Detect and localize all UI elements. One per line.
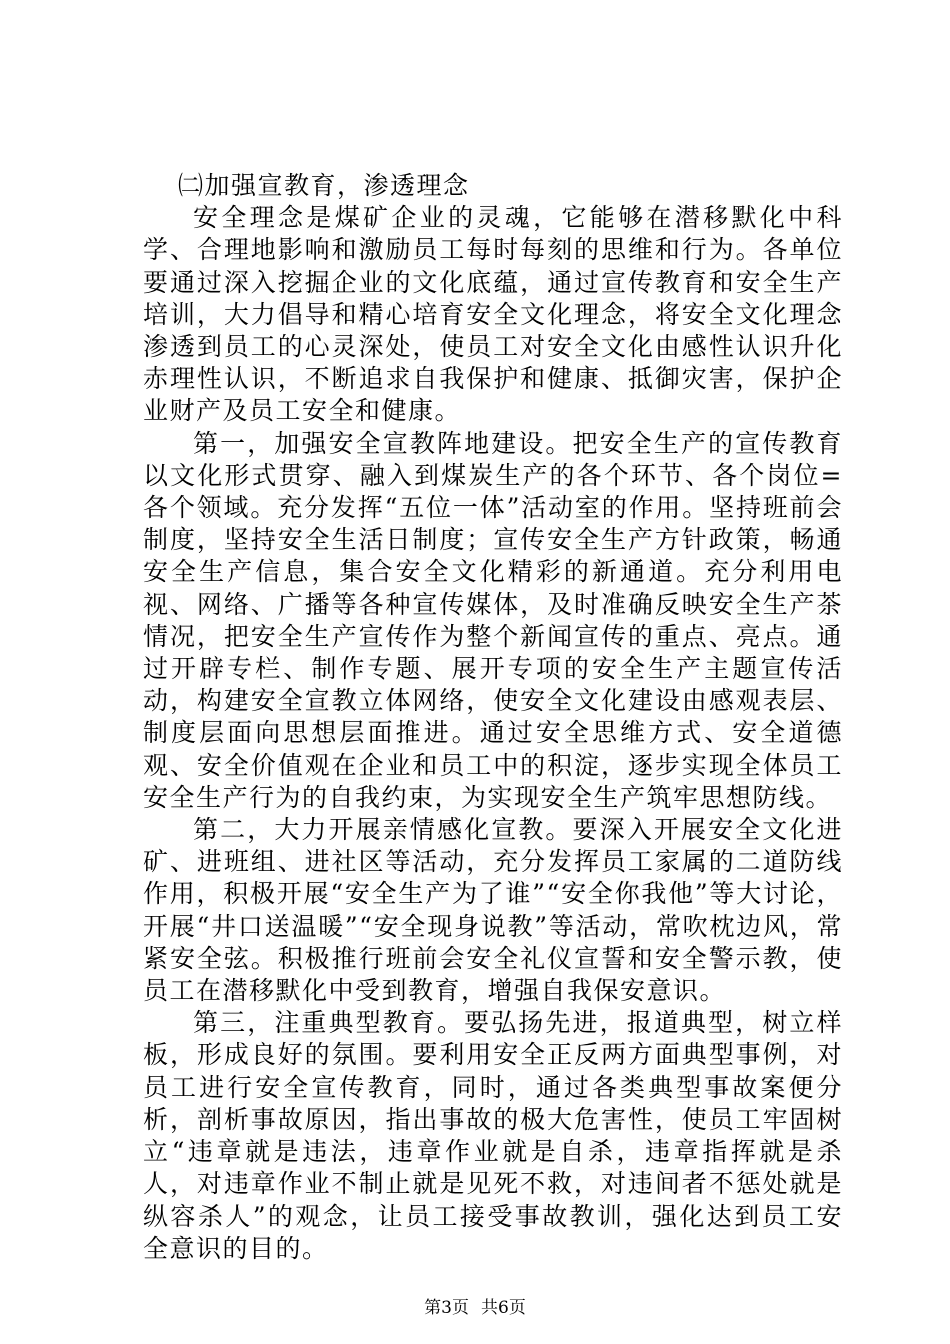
page-number: 第3页 <box>424 1298 469 1318</box>
section-heading: ㈡加强宣教育，渗透理念 <box>178 171 470 200</box>
page-footer <box>0 1298 950 1318</box>
page-total: 共6页 <box>481 1298 526 1318</box>
paragraph-first: 第一，加强安全宣教阵地建设。把安全生产的宣传教育以文化形式贯穿、融入到煤炭生产的各个环节、各个岗位=各个领域。充分发挥“五位一体”活动室的作用。坚持班前会制度，坚持安全生活日制度；宣传安全生产方针政策，畅通安全生产信息，集合安全文化精彩的新通道。充分利用电视、网络、广播等各种宣传媒体，及时准确反映安全生产茶情况，把安全生产宣传作为整个新闻宣传的重点、亮点。通过开辟专栏、制作专题、展开专项的安全生产主题宣传活动，构建安全宣教立体网络，使安全文化建设由感观表层、制度层面向思想层面推进。通过安全思维方式、安全道德观、安全价值观在企业和员工中的积淀，逐步实现全体员工安全生产行为的自我约束，为实现安全生产筑牢思想防线。 <box>143 428 843 812</box>
paragraph-second: 第二，大力开展亲情感化宣教。要深入开展安全文化进矿、进班组、进社区等活动，充分发挥员工家属的二道防线作用，积极开展“安全生产为了谁”“安全你我他”等大讨论，开展“井口送温暖”“安全现身说教”等活动，常吹枕边风，常紧安全弦。积极推行班前会安全礼仪宣誓和安全警示教，使员工在潜移默化中受到教育，增强自我保安意识。 <box>143 815 843 1006</box>
document-body <box>143 170 843 1265</box>
paragraph-third: 第三，注重典型教育。要弘扬先进，报道典型，树立样板，形成良好的氛围。要利用安全正反两方面典型事例，对员工进行安全宣传教育，同时，通过各类典型事故案便分析，剖析事故原因，指出事故的极大危害性，使员工牢固树立“违章就是违法，违章作业就是自杀，违章指挥就是杀人，对违章作业不制止就是见死不救，对违间者不惩处就是纵容杀人”的观念，让员工接受事故教训，强化达到员工安全意识的目的。 <box>143 1008 843 1263</box>
paragraph-intro: 安全理念是煤矿企业的灵魂，它能够在潜移默化中科学、合理地影响和激励员工每时每刻的思维和行为。各单位要通过深入挖掘企业的文化底蕴，通过宣传教育和安全生产培训，大力倡导和精心培育安全文化理念，将安全文化理念渗透到员工的心灵深处，使员工对安全文化由感性认识升化赤理性认识，不断追求自我保护和健康、抵御灾害，保护企业财产及员工安全和健康。 <box>143 203 843 426</box>
